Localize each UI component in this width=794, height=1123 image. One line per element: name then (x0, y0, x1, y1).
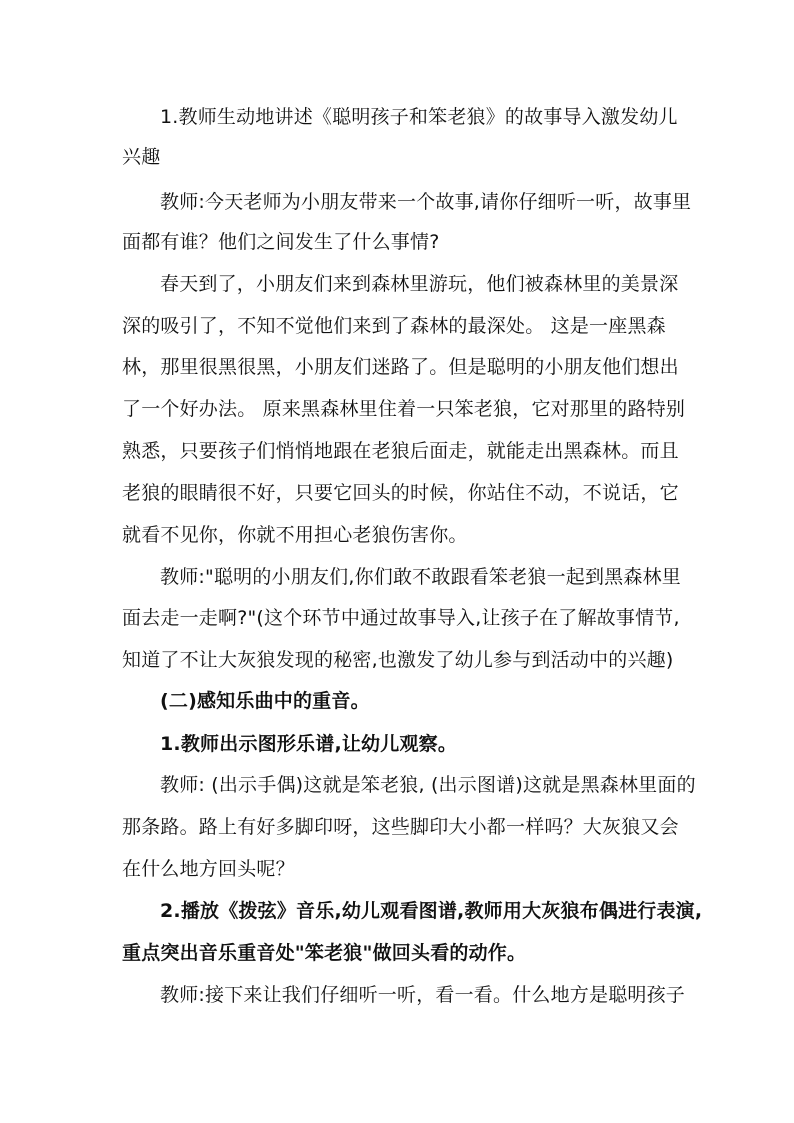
subsection-heading-line: 1.教师出示图形乐谱,让幼儿观察。 (160, 733, 458, 755)
paragraph-line: 教师:今天老师为小朋友带来一个故事,请你仔细听一听，故事里 (160, 191, 692, 213)
paragraph-line: 教师: (出示手偶)这就是笨老狼, (出示图谱)这就是黑森林里面的 (160, 774, 696, 796)
section-heading-line: 1.教师生动地讲述《聪明孩子和笨老狼》的故事导入激发幼儿 (160, 106, 678, 128)
paragraph-line: 面去走一走啊?"(这个环节中通过故事导入,让孩子在了解故事情节, (122, 607, 680, 629)
subsection-heading-line: 重点突出音乐重音处"笨老狼"做回头看的动作。 (122, 942, 527, 964)
section-heading-line: (二)感知乐曲中的重音。 (160, 690, 370, 712)
paragraph-line: 在什么地方回头呢？ (122, 858, 295, 880)
paragraph-line: 教师:接下来让我们仔细听一听，看一看。什么地方是聪明孩子 (160, 984, 686, 1006)
paragraph-line: 林，那里很黑很黑，小朋友们迷路了。但是聪明的小朋友他们想出 (122, 356, 679, 378)
paragraph-line: 老狼的眼睛很不好，只要它回头的时候，你站住不动，不说话，它 (122, 482, 679, 504)
paragraph-line: 熟悉，只要孩子们悄悄地跟在老狼后面走，就能走出黑森林。而且 (122, 440, 679, 462)
paragraph-line: 春天到了，小朋友们来到森林里游玩，他们被森林里的美景深 (160, 273, 679, 295)
paragraph-line: 知道了不让大灰狼发现的秘密,也激发了幼儿参与到活动中的兴趣) (122, 649, 674, 671)
subsection-heading-line: 2.播放《拨弦》音乐,幼儿观看图谱,教师用大灰狼布偶进行表演, (160, 900, 703, 922)
paragraph-line: 深的吸引了，不知不觉他们来到了森林的最深处。 这是一座黑森 (122, 315, 666, 337)
paragraph-line: 就看不见你，你就不用担心老狼伤害你。 (122, 524, 468, 546)
paragraph-line: 那条路。路上有好多脚印呀，这些脚印大小都一样吗？大灰狼又会 (122, 816, 679, 838)
section-heading-line: 兴趣 (122, 146, 161, 168)
paragraph-line: 面都有谁？他们之间发生了什么事情? (122, 231, 440, 253)
paragraph-line: 了一个好办法。 原来黑森林里住着一只笨老狼，它对那里的路特别 (122, 398, 686, 420)
paragraph-line: 教师:"聪明的小朋友们,你们敢不敢跟看笨老狼一起到黑森林里 (160, 566, 681, 588)
